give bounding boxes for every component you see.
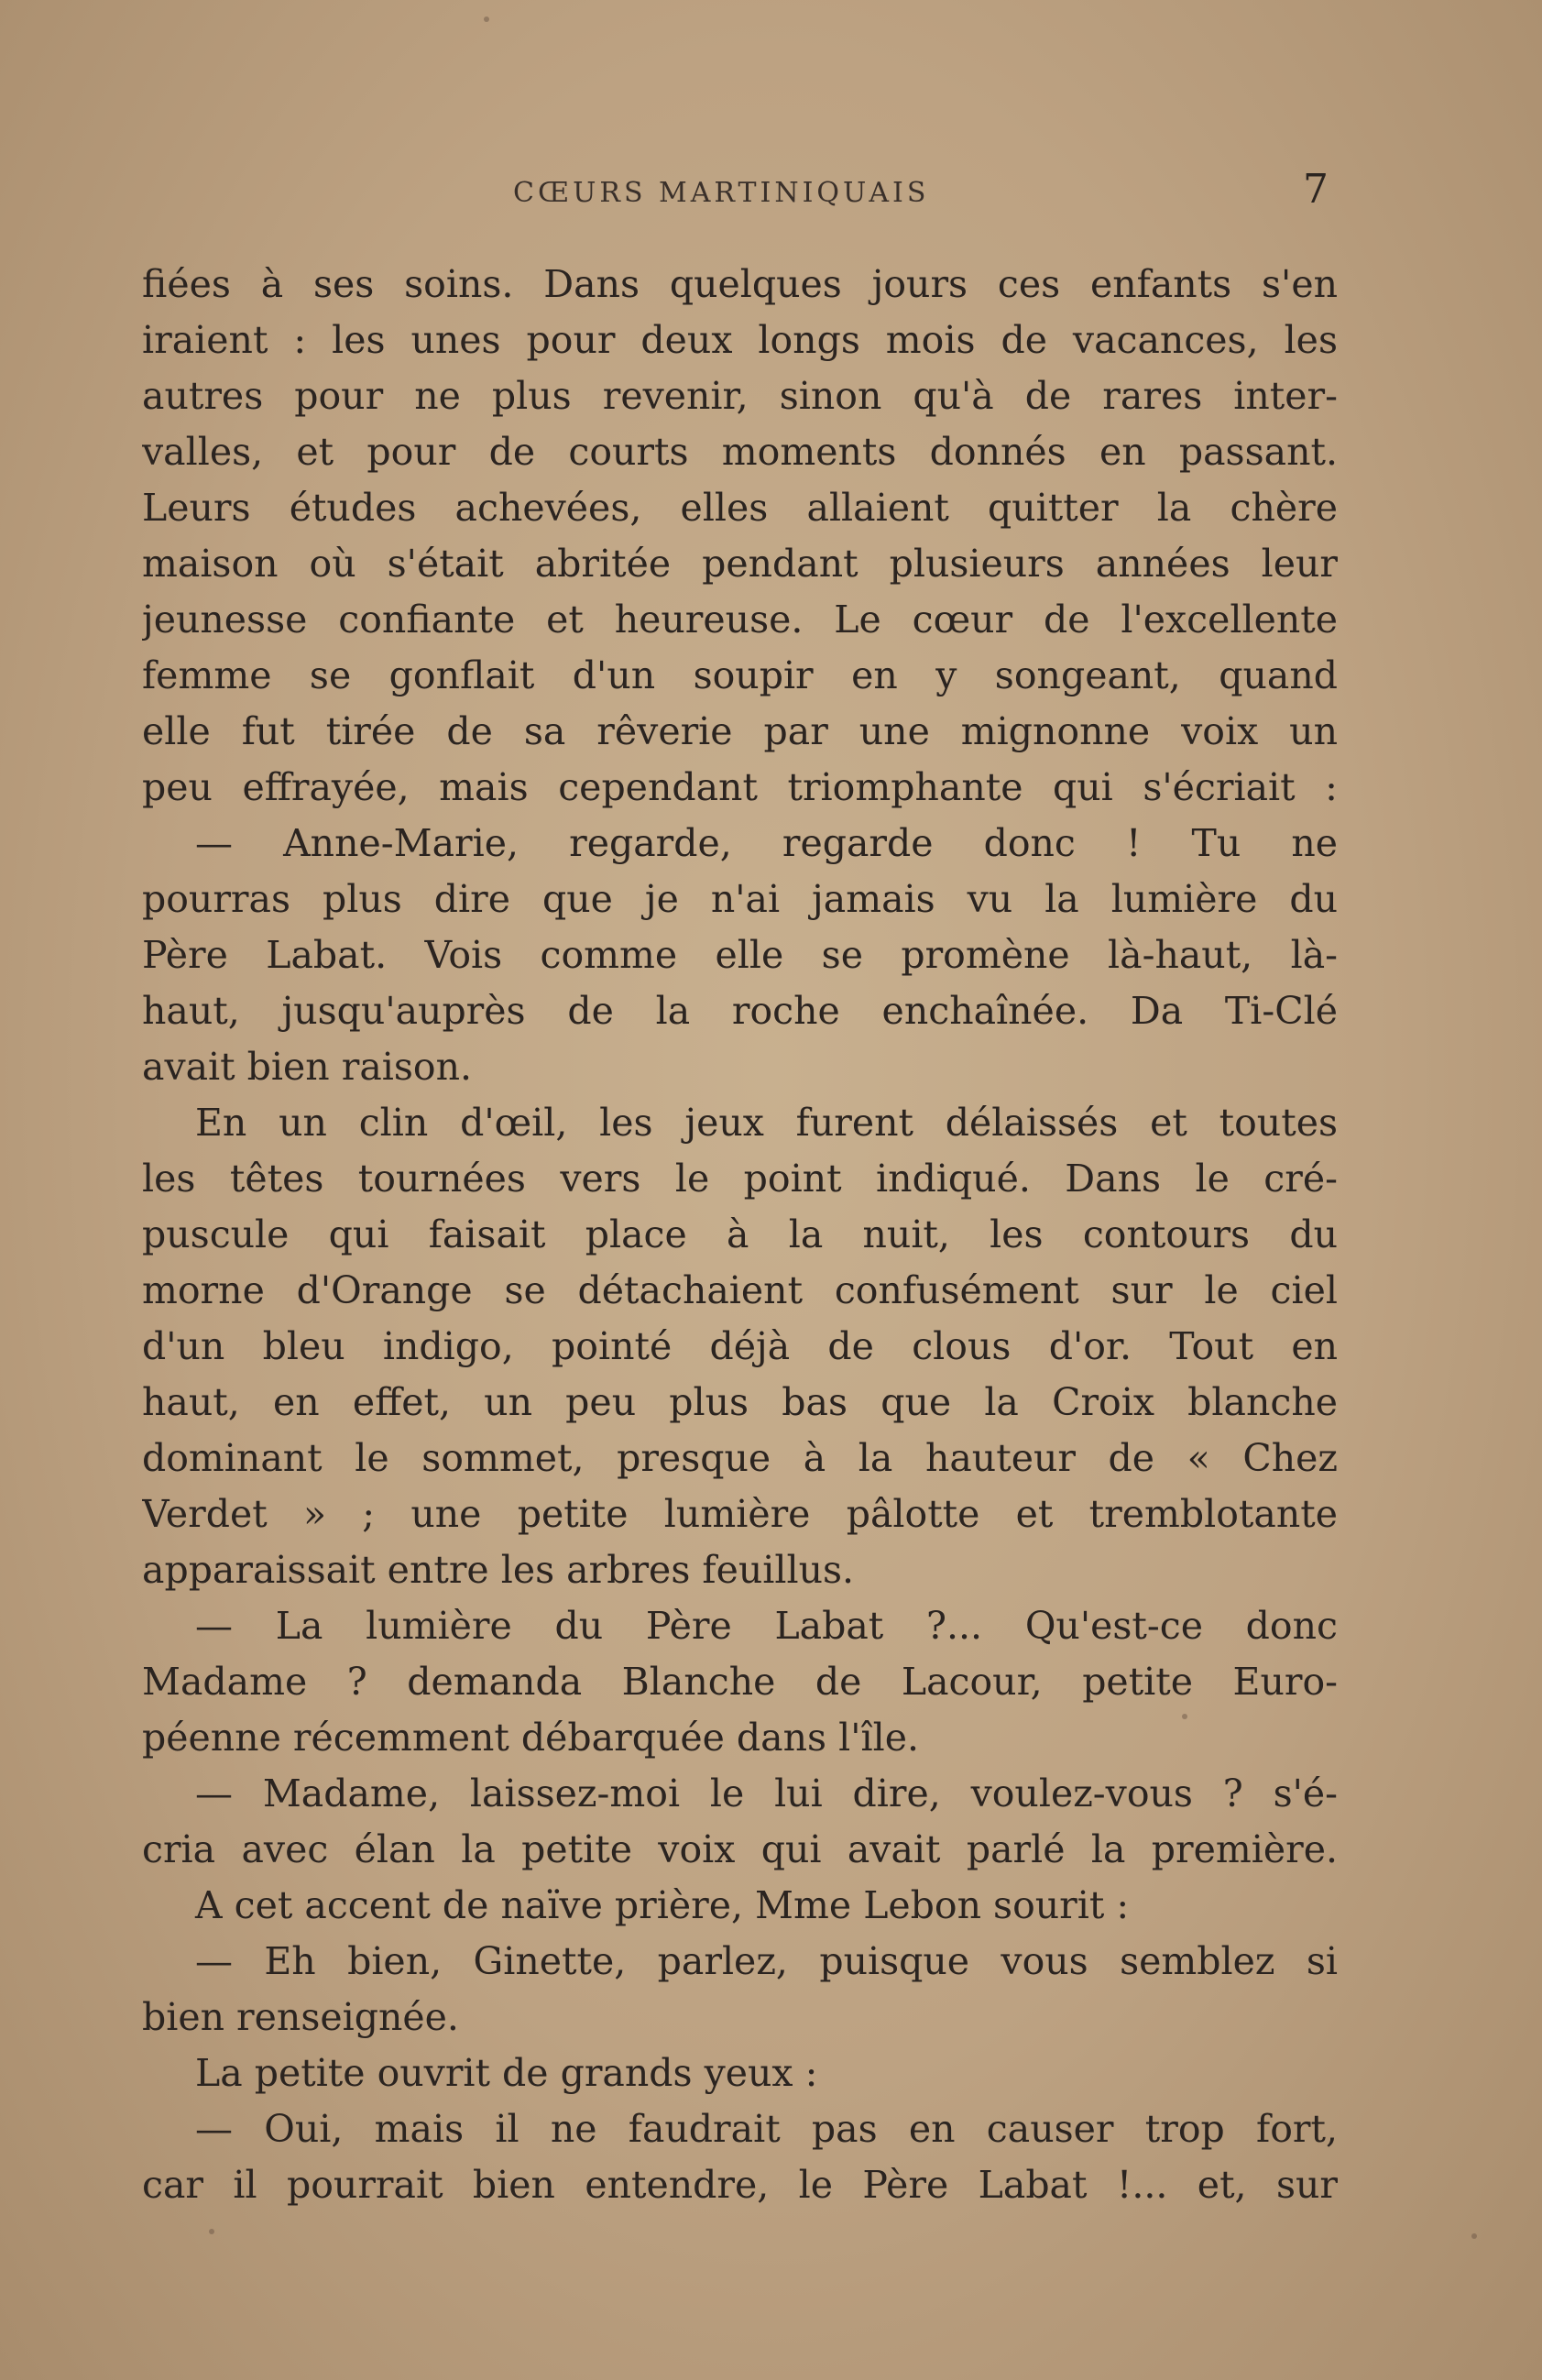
text-line: femme se gonflait d'un soupir en y songeant, quand [142, 653, 1338, 697]
text-line: bien renseignée. [142, 1995, 459, 2039]
text-line: autres pour ne plus revenir, sinon qu'à de rares inter- [142, 374, 1338, 418]
paper-speck [484, 16, 489, 22]
text-line: avait bien raison. [142, 1045, 473, 1089]
text-line: puscule qui faisait place à la nuit, les contours du [142, 1212, 1338, 1256]
text-line: — Oui, mais il ne faudrait pas en causer trop fort, [195, 2107, 1338, 2151]
text-line: En un clin d'œil, les jeux furent délaissés et toutes [195, 1101, 1338, 1145]
text-line: pourras plus dire que je n'ai jamais vu la lumière du [142, 877, 1338, 921]
text-line: — Eh bien, Ginette, parlez, puisque vous semblez si [195, 1939, 1338, 1983]
text-line: elle fut tirée de sa rêverie par une mignonne voix un [142, 709, 1338, 753]
text-line: — Anne-Marie, regarde, regarde donc ! Tu ne [195, 821, 1338, 865]
text-line: jeunesse confiante et heureuse. Le cœur de l'excellente [142, 598, 1338, 642]
text-line: maison où s'était abritée pendant plusieurs années leur [142, 542, 1338, 586]
text-line: fiées à ses soins. Dans quelques jours ces enfants s'en [142, 262, 1338, 306]
text-line: d'un bleu indigo, pointé déjà de clous d'or. Tout en [142, 1324, 1338, 1368]
text-line: Verdet » ; une petite lumière pâlotte et tremblotante [142, 1492, 1338, 1536]
text-line: apparaissait entre les arbres feuillus. [142, 1548, 855, 1592]
page-number: 7 [1303, 166, 1329, 213]
text-line: valles, et pour de courts moments donnés en passant. [142, 430, 1338, 474]
text-line: La petite ouvrit de grands yeux : [195, 2051, 818, 2095]
text-line: haut, jusqu'auprès de la roche enchaînée. Da Ti-Clé [142, 989, 1338, 1033]
text-line: cria avec élan la petite voix qui avait parlé la première. [142, 1827, 1338, 1871]
text-line: morne d'Orange se détachaient confusément sur le ciel [142, 1268, 1338, 1312]
text-line: — Madame, laissez-moi le lui dire, voulez-vous ? s'é- [195, 1771, 1338, 1815]
text-line: péenne récemment débarquée dans l'île. [142, 1716, 919, 1760]
text-line: A cet accent de naïve prière, Mme Lebon sourit : [195, 1883, 1130, 1927]
text-line: les têtes tournées vers le point indiqué. Dans le cré- [142, 1157, 1338, 1201]
text-line: haut, en effet, un peu plus bas que la Croix blanche [142, 1380, 1338, 1424]
text-line: car il pourrait bien entendre, le Père Labat !... et, sur [142, 2163, 1338, 2207]
paper-speck [1471, 2233, 1477, 2239]
text-line: Père Labat. Vois comme elle se promène là-haut, là- [142, 933, 1338, 977]
text-line: iraient : les unes pour deux longs mois de vacances, les [142, 318, 1338, 362]
text-line: — La lumière du Père Labat ?... Qu'est-ce donc [195, 1604, 1338, 1648]
text-line: peu effrayée, mais cependant triomphante qui s'écriait : [142, 765, 1338, 809]
text-line: dominant le sommet, presque à la hauteur de « Chez [142, 1436, 1338, 1480]
paper-speck [1182, 1714, 1187, 1719]
running-title: CŒURS MARTINIQUAIS [513, 177, 930, 209]
text-line: Leurs études achevées, elles allaient quitter la chère [142, 486, 1338, 530]
body-text [142, 257, 1338, 2213]
running-header [0, 160, 1542, 225]
text-line: Madame ? demanda Blanche de Lacour, petite Euro- [142, 1660, 1338, 1704]
paper-speck [209, 2229, 214, 2234]
